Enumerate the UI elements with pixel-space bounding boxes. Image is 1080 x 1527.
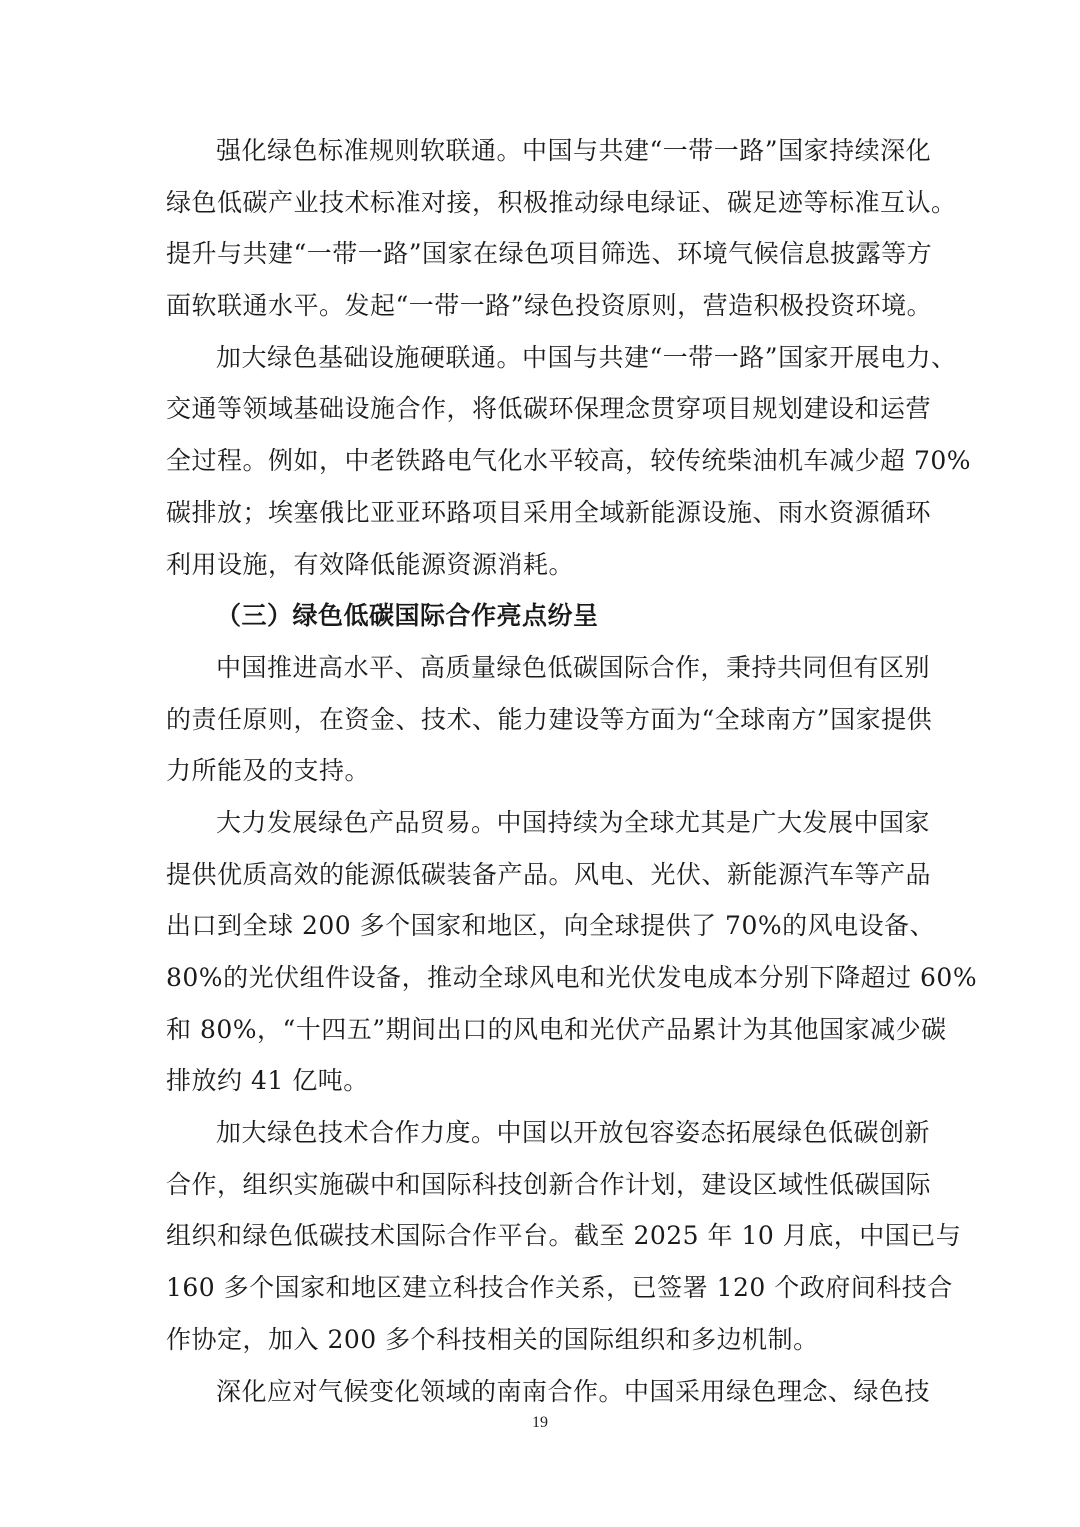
text-line: 160 多个国家和地区建立科技合作关系，已签署 120 个政府间科技合: [166, 1273, 953, 1303]
text-line: 合作，组织实施碳中和国际科技创新合作计划，建设区域性低碳国际: [166, 1169, 932, 1199]
text-line: 碳排放；埃塞俄比亚亚环路项目采用全域新能源设施、雨水资源循环: [166, 497, 932, 527]
text-line: 作协定，加入 200 多个科技相关的国际组织和多边机制。: [166, 1324, 819, 1354]
text-line: 面软联通水平。发起“一带一路”绿色投资原则，营造积极投资环境。: [166, 291, 933, 321]
section-heading: （三）绿色低碳国际合作亮点纷呈: [216, 601, 599, 631]
text-line: 提升与共建“一带一路”国家在绿色项目筛选、环境气候信息披露等方: [166, 239, 933, 269]
text-line: 排放约 41 亿吨。: [166, 1066, 369, 1096]
text-line: 交通等领域基础设施合作，将低碳环保理念贯穿项目规划建设和运营: [166, 394, 932, 424]
page-body: [166, 125, 978, 1417]
page-number: 19: [532, 1414, 548, 1431]
text-line: 提供优质高效的能源低碳装备产品。风电、光伏、新能源汽车等产品: [166, 859, 932, 889]
text-line: 利用设施，有效降低能源资源消耗。: [166, 549, 575, 579]
text-line: 和 80%，“十四五”期间出口的风电和光伏产品累计为其他国家减少碳: [166, 1014, 947, 1044]
text-line: 80%的光伏组件设备，推动全球风电和光伏发电成本分别下降超过 60%: [166, 963, 978, 992]
text-line: 加大绿色技术合作力度。中国以开放包容姿态拓展绿色低碳创新: [216, 1118, 931, 1148]
text-line: 大力发展绿色产品贸易。中国持续为全球尤其是广大发展中国家: [216, 807, 931, 837]
text-line: 全过程。例如，中老铁路电气化水平较高，较传统柴油机车减少超 70%: [166, 446, 972, 476]
text-line: 加大绿色基础设施硬联通。中国与共建“一带一路”国家开展电力、: [216, 342, 957, 372]
text-line: 中国推进高水平、高质量绿色低碳国际合作，秉持共同但有区别: [216, 652, 931, 682]
text-line: 力所能及的支持。: [166, 756, 371, 786]
text-line: 强化绿色标准规则软联通。中国与共建“一带一路”国家持续深化: [216, 136, 932, 165]
text-line: 绿色低碳产业技术标准对接，积极推动绿电绿证、碳足迹等标准互认。: [166, 187, 957, 217]
text-line: 出口到全球 200 多个国家和地区，向全球提供了 70%的风电设备、: [166, 911, 936, 941]
text-line: 组织和绿色低碳技术国际合作平台。截至 2025 年 10 月底，中国已与: [166, 1221, 962, 1251]
text-line: 的责任原则，在资金、技术、能力建设等方面为“全球南方”国家提供: [166, 704, 933, 734]
text-line: 深化应对气候变化领域的南南合作。中国采用绿色理念、绿色技: [216, 1376, 931, 1406]
